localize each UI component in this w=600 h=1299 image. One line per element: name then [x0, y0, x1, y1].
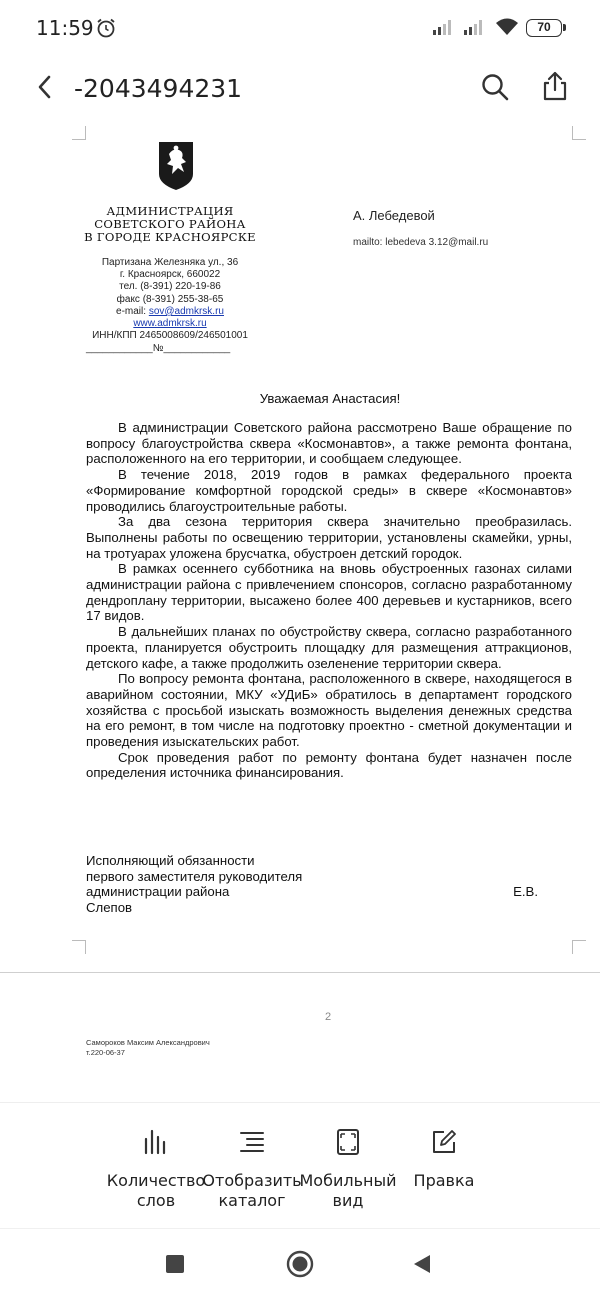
back-arrow-icon[interactable]: [32, 72, 58, 102]
executor-phone: т.220-06-37: [86, 1047, 125, 1057]
mobile-view-label: вид: [332, 1191, 364, 1210]
bar-chart-icon: [143, 1129, 169, 1155]
email-label: e-mail:: [116, 305, 147, 317]
inn-kpp: ИНН/КПП 2465008609/246501001: [92, 330, 248, 342]
system-navigation-bar: [0, 1228, 600, 1299]
addressee-email[interactable]: mailto: lebedeva 3.12@mail.ru: [353, 237, 489, 248]
executor-name: Самороков Максим Александрович: [86, 1038, 210, 1047]
alarm-clock-icon: [95, 17, 117, 39]
email-row: [82, 306, 258, 318]
signer-surname: Слепов: [86, 900, 133, 916]
page-number: 2: [324, 1011, 332, 1023]
mobile-view-icon: [335, 1129, 361, 1155]
list-icon: [239, 1129, 265, 1155]
battery-level: 70: [526, 19, 562, 37]
letter-body: [86, 420, 572, 781]
salutation: Уважаемая Анастасия!: [259, 391, 401, 406]
executor-info: [86, 1038, 210, 1057]
status-time: 11:59: [36, 16, 94, 40]
word-count-label: Количество: [106, 1171, 206, 1190]
word-count-button[interactable]: [106, 1129, 206, 1211]
app-bar: [0, 60, 600, 116]
letter-paragraph: В течение 2018, 2019 годов в рамках федерального проекта «Формирование комфортной городской среды» в сквере «Космонавтов» проводились благоустроительные работы.: [86, 467, 572, 514]
registration-number-line: ____________№____________: [86, 343, 231, 354]
show-catalog-label: каталог: [218, 1191, 286, 1210]
mobile-view-label: Мобильный: [299, 1171, 397, 1190]
search-icon[interactable]: [480, 72, 510, 102]
signal-icon-2: [463, 18, 487, 36]
organization-name: [82, 205, 258, 244]
status-bar: [0, 0, 600, 56]
letter-paragraph: В рамках осеннего субботника на вновь обустроенных газонах силами администрации района с привлечением спонсоров, согласно разработанному дендроплану территории, высажено более 400 деревьев и кустарников, всего 17 видов.: [86, 561, 572, 624]
org-name-line: В ГОРОДЕ КРАСНОЯРСКЕ: [84, 230, 256, 244]
battery-tip: [563, 24, 566, 31]
org-name-line: СОВЕТСКОГО РАЙОНА: [94, 217, 246, 231]
document-title: -2043494231: [74, 74, 243, 103]
edit-label: Правка: [413, 1171, 475, 1190]
recent-apps-icon[interactable]: [166, 1255, 184, 1273]
bottom-toolbar: [0, 1102, 600, 1228]
crop-mark: [572, 126, 586, 140]
phone: тел. (8-391) 220-19-86: [119, 281, 221, 293]
org-name-line: АДМИНИСТРАЦИЯ: [106, 204, 234, 218]
signer-row: [86, 884, 538, 900]
address-line: г. Красноярск, 660022: [119, 269, 221, 281]
edit-icon: [431, 1129, 457, 1155]
letter-paragraph: В администрации Советского района рассмотрено Ваше обращение по вопросу благоустройства сквера «Космонавтов», а также ремонта фонтана, расположенного на его территории, и сообщаем следующее.: [86, 420, 572, 467]
nav-back-icon[interactable]: [412, 1253, 432, 1275]
letter-paragraph: Срок проведения работ по ремонту фонтана будет назначен после определения источника финансирования.: [86, 749, 572, 781]
page-separator: [0, 972, 600, 973]
city-coat-of-arms-icon: [157, 140, 195, 192]
signature-block: [86, 853, 538, 916]
home-icon[interactable]: [286, 1250, 314, 1278]
share-icon[interactable]: [540, 70, 570, 102]
crop-mark: [72, 940, 86, 954]
signer-title-line: первого заместителя руководителя: [86, 868, 303, 884]
signer-initials: Е.В.: [513, 884, 538, 900]
mobile-view-button[interactable]: [298, 1129, 398, 1211]
show-catalog-button[interactable]: [202, 1129, 302, 1211]
signer-title-line: администрации района: [86, 884, 230, 900]
letter-paragraph: За два сезона территория сквера значительно преобразилась. Выполнены работы по освещению территории, установлены скамейки, урны, на тротуарах уложена брусчатка, обустроен детский городок.: [86, 514, 572, 561]
crop-mark: [72, 126, 86, 140]
edit-button[interactable]: [394, 1129, 494, 1191]
signer-title-line: Исполняющий обязанности: [86, 853, 255, 868]
show-catalog-label: Отобразить: [202, 1171, 302, 1190]
signal-icon: [432, 18, 456, 36]
addressee-name: А. Лебедевой: [353, 208, 435, 223]
wifi-icon: [494, 16, 520, 38]
letter-paragraph: По вопросу ремонта фонтана, расположенного в сквере, находящегося в аварийном состоянии, МКУ «УДиБ» обратилось в департамент городского хозяйства с просьбой изыскать возможность выделения денежных средства на его ремонт, в том числе на подготовку проектно - сметной документации и проведения изыскательских работ.: [86, 671, 572, 750]
word-count-label: слов: [136, 1191, 176, 1210]
email-link[interactable]: sov@admkrsk.ru: [148, 305, 224, 317]
address-line: Партизана Железняка ул., 36: [101, 257, 239, 268]
organization-contacts: [82, 257, 258, 342]
crop-mark: [572, 940, 586, 954]
letter-paragraph: В дальнейших планах по обустройству сквера, согласно разработанного проекта, планируется обустроить площадку для размещения аттракционов, детского кафе, а также продолжить озеленение территории сквера.: [86, 624, 572, 671]
fax: факс (8-391) 255-38-65: [116, 293, 224, 305]
website-link[interactable]: www.admkrsk.ru: [133, 318, 207, 330]
